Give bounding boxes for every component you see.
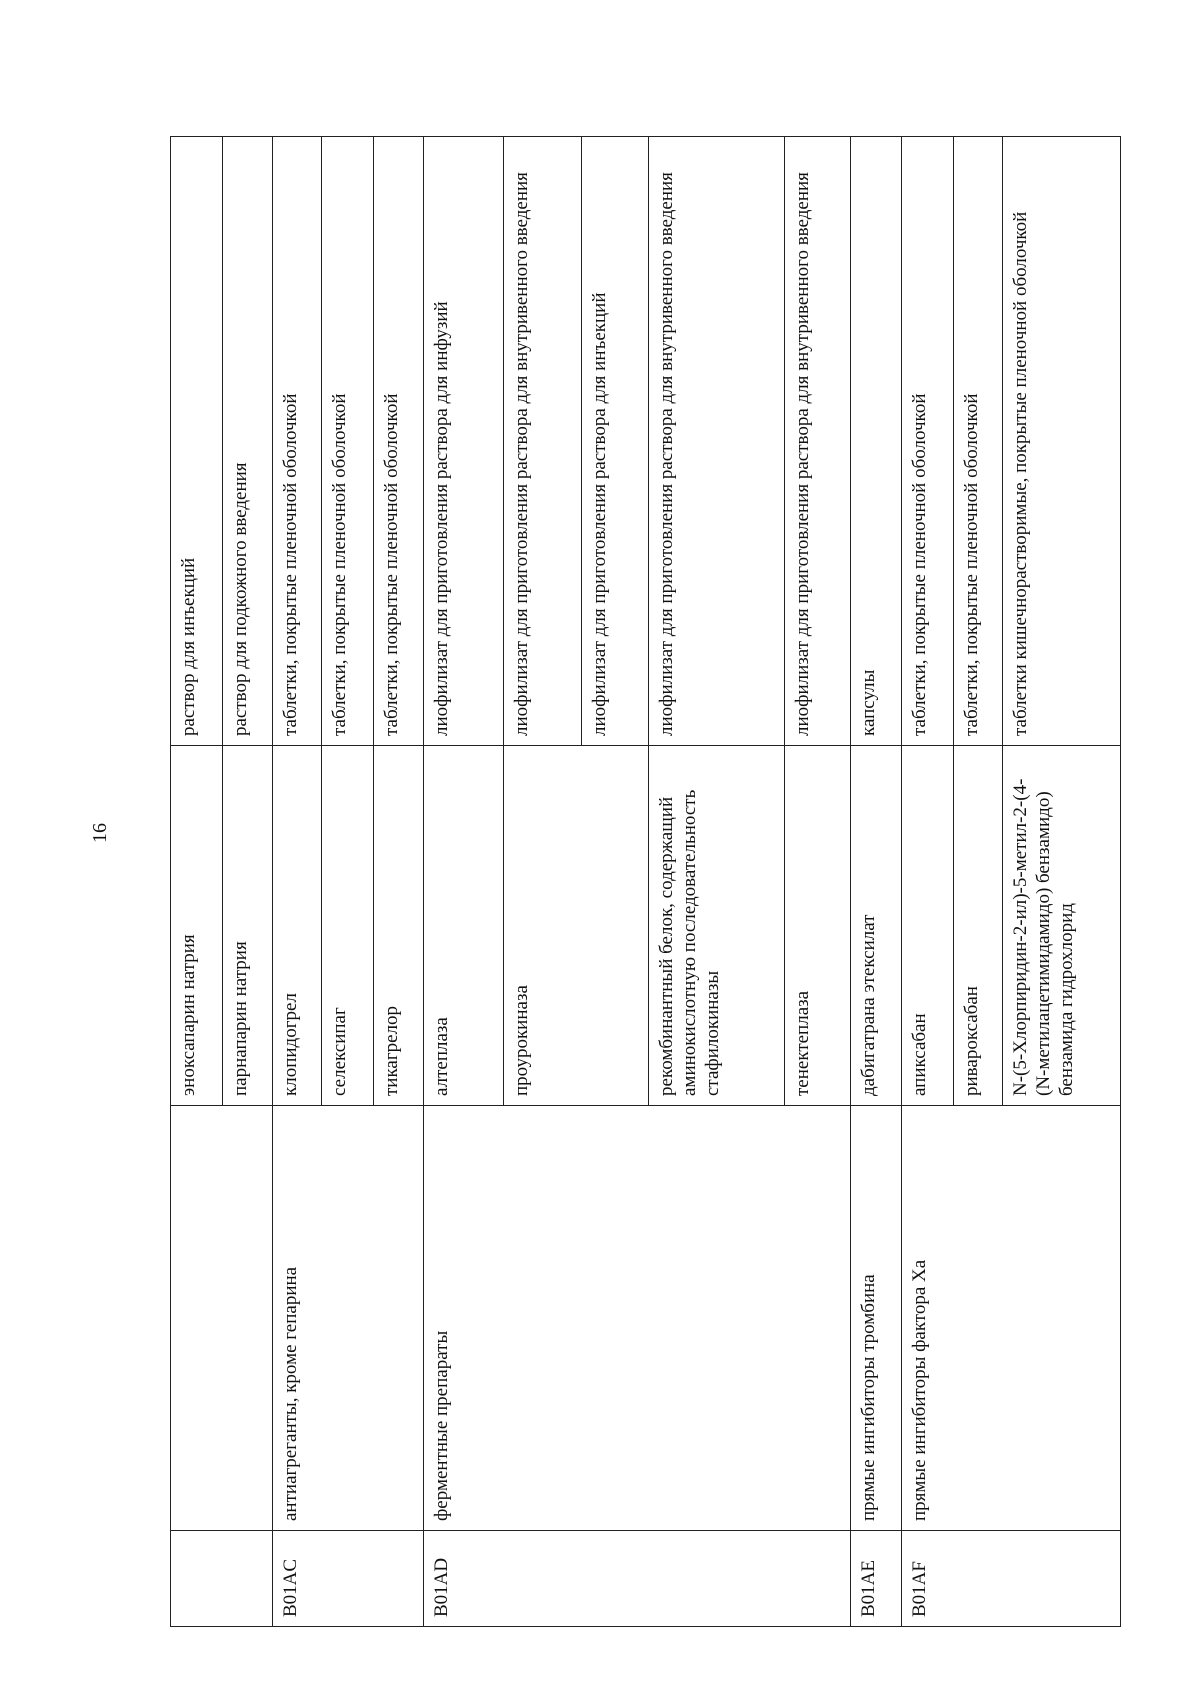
drug-name-cell: селексипаг <box>322 746 374 1106</box>
table-row <box>171 137 223 1627</box>
table-row <box>850 137 901 1627</box>
dosage-form-cell: лиофилизат для приготовления раствора для внутривенного введения <box>648 137 785 746</box>
atc-code-cell: B01AD <box>424 1531 851 1627</box>
dosage-form-cell: таблетки кишечнорастворимые, покрытые пленочной оболочкой <box>1003 137 1121 746</box>
atc-code-cell <box>171 1531 273 1627</box>
drug-table <box>170 136 1121 1627</box>
dosage-form-cell: таблетки, покрытые пленочной оболочкой <box>901 137 953 746</box>
drug-name-cell: рекомбинантный белок, содержащий аминокислотную последовательность стафилокиназы <box>648 746 785 1106</box>
dosage-form-cell: раствор для инъекций <box>171 137 223 746</box>
table-row <box>424 137 503 1627</box>
atc-code-cell: B01AC <box>272 1531 423 1627</box>
dosage-form-cell: таблетки, покрытые пленочной оболочкой <box>322 137 374 746</box>
atc-code-cell: B01AE <box>850 1531 901 1627</box>
dosage-form-cell: лиофилизат для приготовления раствора для внутривенного введения <box>503 137 581 746</box>
table-row <box>272 137 322 1627</box>
group-name-cell: ферментные препараты <box>424 1106 851 1531</box>
drug-name-cell: парнапарин натрия <box>222 746 272 1106</box>
page-number: 16 <box>89 823 111 843</box>
dosage-form-cell: таблетки, покрытые пленочной оболочкой <box>272 137 322 746</box>
dosage-form-cell: капсулы <box>850 137 901 746</box>
drug-name-cell: тикагрелор <box>374 746 424 1106</box>
table-container <box>170 137 1121 1627</box>
drug-name-cell: тенектеплаза <box>785 746 851 1106</box>
group-name-cell: антиагреганты, кроме гепарина <box>272 1106 423 1531</box>
group-name-cell: прямые ингибиторы тромбина <box>850 1106 901 1531</box>
dosage-form-cell: раствор для подкожного введения <box>222 137 272 746</box>
drug-name-cell: N-(5-Хлорпиридин-2-ил)-5-метил-2-(4-(N-метилацетимидамидо) бензамидо) бензамида гидрохлорид <box>1003 746 1121 1106</box>
drug-name-cell: ривароксабан <box>953 746 1003 1106</box>
drug-name-cell: проурокиназа <box>503 746 648 1106</box>
atc-code-cell: B01AF <box>901 1531 1120 1627</box>
dosage-form-cell: лиофилизат для приготовления раствора для инфузий <box>424 137 503 746</box>
drug-name-cell: эноксапарин натрия <box>171 746 223 1106</box>
dosage-form-cell: лиофилизат для приготовления раствора для внутривенного введения <box>785 137 851 746</box>
dosage-form-cell: таблетки, покрытые пленочной оболочкой <box>374 137 424 746</box>
group-name-cell: прямые ингибиторы фактора Xa <box>901 1106 1120 1531</box>
dosage-form-cell: таблетки, покрытые пленочной оболочкой <box>953 137 1003 746</box>
drug-name-cell: клопидогрел <box>272 746 322 1106</box>
group-name-cell <box>171 1106 273 1531</box>
drug-name-cell: апиксабан <box>901 746 953 1106</box>
dosage-form-cell: лиофилизат для приготовления раствора для инъекций <box>581 137 648 746</box>
drug-name-cell: алтеплаза <box>424 746 503 1106</box>
drug-name-cell: дабигатрана этексилат <box>850 746 901 1106</box>
table-row <box>901 137 953 1627</box>
